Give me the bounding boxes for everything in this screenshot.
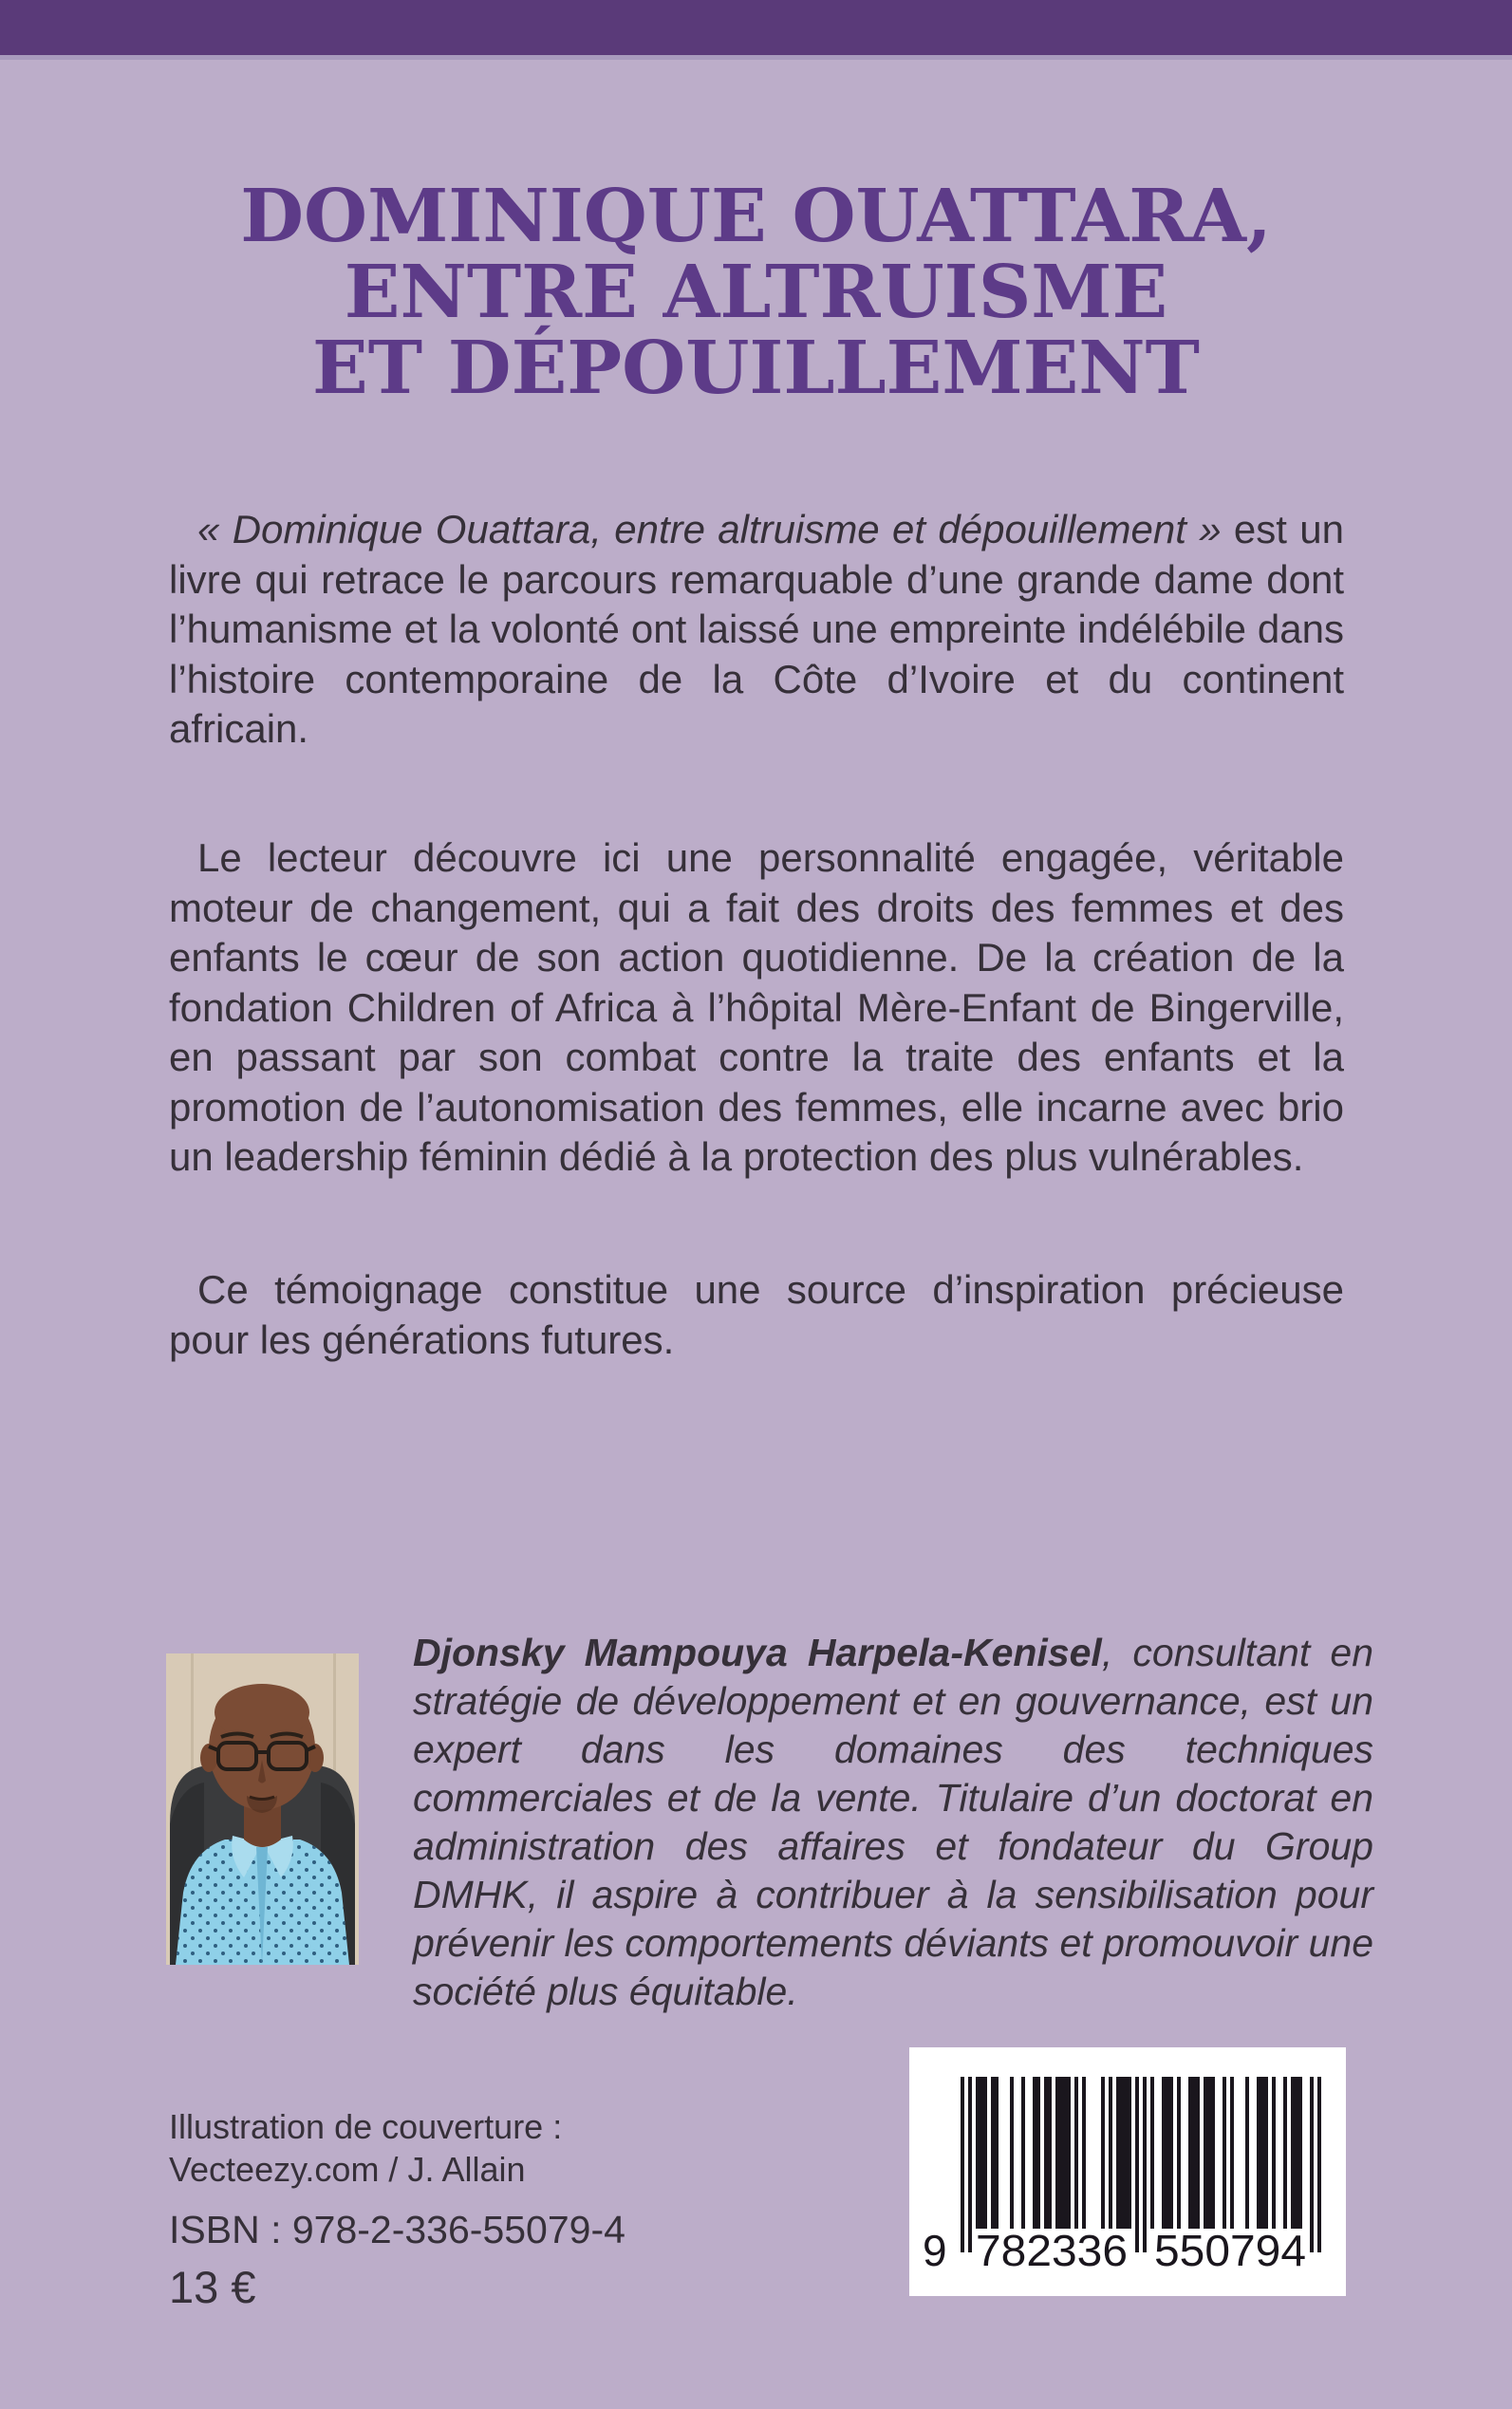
author-bio	[413, 1629, 1373, 2016]
synopsis-paragraph-1-rest: est un livre qui retrace le parcours remarquable d’une grande dame dont l’humanisme et la volonté ont laissé une empreinte indélébile dans l’histoire contemporaine de la Côte d’Ivoire et du continent africain.	[169, 507, 1344, 751]
synopsis-paragraph-2: Le lecteur découvre ici une personnalité engagée, véritable moteur de changement, qui a fait des droits des femmes et des enfants le cœur de son action quotidienne. De la création de la fondation Children of Africa à l’hôpital Mère-Enfant de Bingerville, en passant par son combat contre la traite des enfants et la promotion de l’autonomisation des femmes, elle incarne avec brio un leadership féminin dédié à la protection des plus vulnérables.	[169, 835, 1344, 1179]
top-color-band	[0, 0, 1512, 60]
barcode	[909, 2047, 1346, 2296]
isbn-text: ISBN : 978-2-336-55079-4	[169, 2208, 625, 2251]
barcode-digits-group-1: 782336	[976, 2226, 1128, 2275]
book-title-line-1: DOMINIQUE OUATTARA,	[240, 173, 1272, 259]
book-title	[0, 173, 1512, 411]
barcode-svg	[909, 2047, 1346, 2296]
credit-line-2: Vecteezy.com / J. Allain	[169, 2150, 526, 2189]
barcode-digit-lead: 9	[923, 2226, 947, 2275]
author-name: Djonsky Mampouya Harpela-Kenisel	[413, 1631, 1102, 1674]
synopsis-title-quote: « Dominique Ouattara, entre altruisme et dépouillement »	[197, 507, 1222, 551]
author-portrait-illustration	[166, 1653, 359, 1965]
synopsis-paragraph-3: Ce témoignage constitue une source d’inspiration précieuse pour les générations futures.	[169, 1267, 1344, 1362]
author-bio-text: , consultant en stratégie de développement et en gouvernance, est un expert dans les domaines des techniques commerciales et de la vente. Titulaire d’un doctorat en administration des affaires et fondateur du Group DMHK, il aspire à contribuer à la sensibilisation pour prévenir les comportements déviants et promouvoir une société plus équitable.	[413, 1631, 1373, 2013]
price-text: 13 €	[169, 2262, 256, 2312]
synopsis-paragraph-1	[169, 505, 1344, 755]
barcode-digits-group-2: 550794	[1154, 2226, 1306, 2275]
cover-illustration-credit	[169, 2105, 562, 2191]
author-photo	[166, 1653, 359, 1965]
book-title-line-2: ENTRE ALTRUISME	[344, 249, 1168, 335]
book-title-line-3: ET DÉPOUILLEMENT	[312, 325, 1200, 411]
credit-line-1: Illustration de couverture :	[169, 2107, 563, 2146]
